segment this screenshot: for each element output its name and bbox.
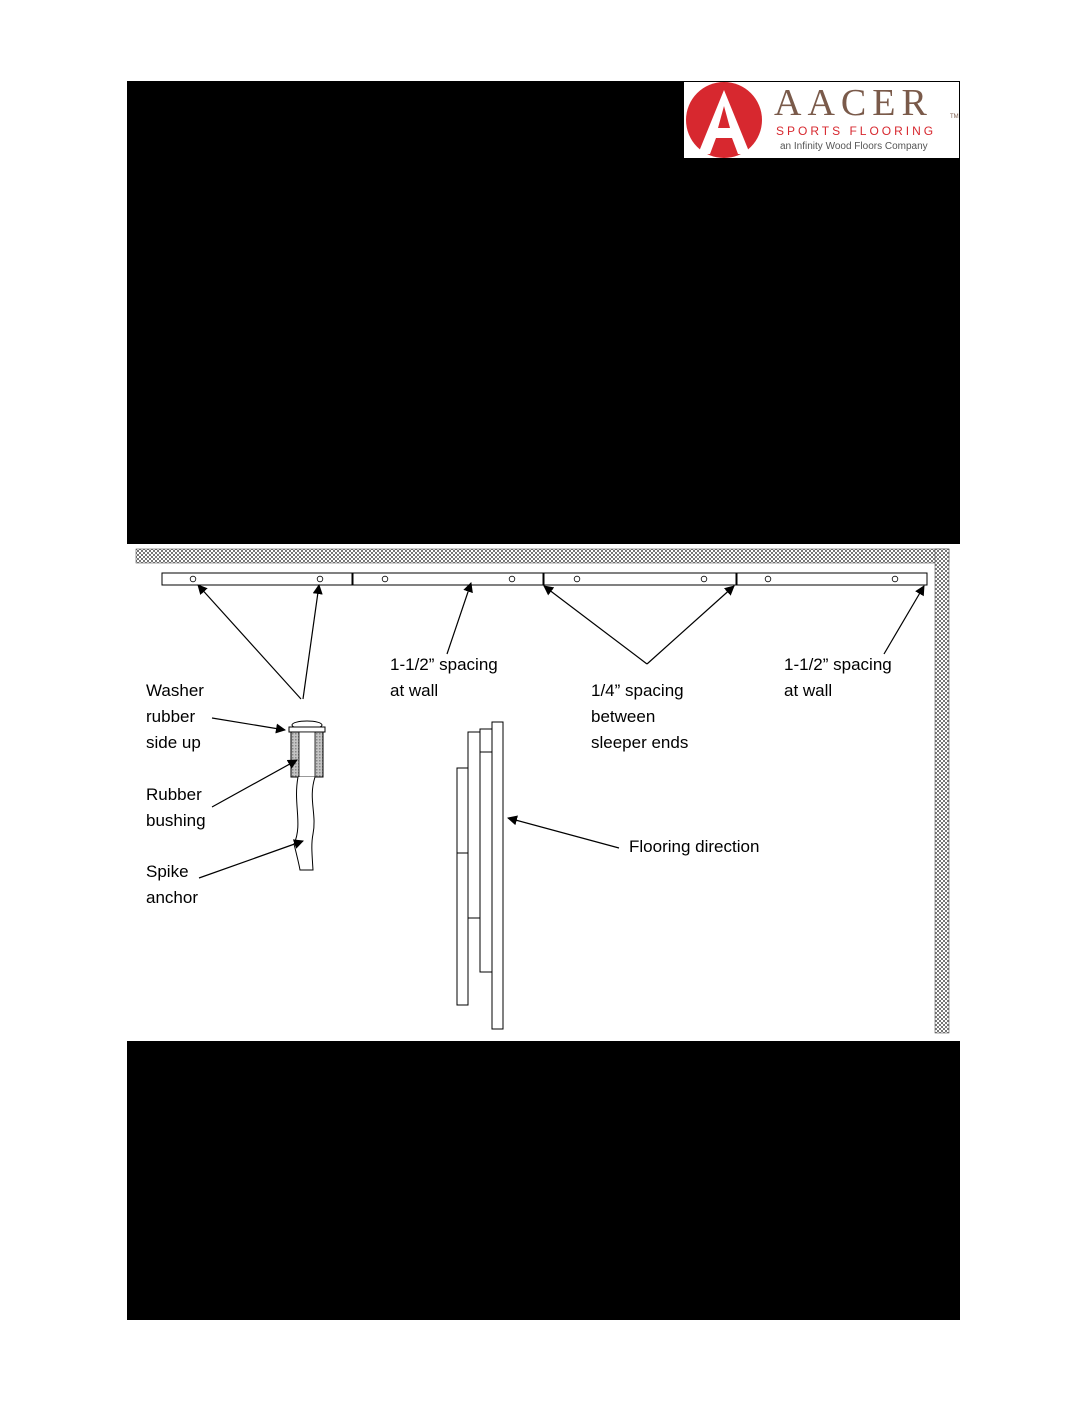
sleeper-layout-diagram: [127, 544, 960, 1041]
anchor-hole: [892, 576, 898, 582]
aacer-a-logo-icon: [684, 82, 959, 158]
arrow-washer: [212, 718, 285, 730]
arrow-spacing-ends-left: [544, 586, 647, 664]
anchor-hole: [317, 576, 323, 582]
sleeper-row: [162, 573, 927, 585]
arrow-bushing: [212, 760, 297, 807]
logo-brand-text: AACER: [774, 82, 933, 124]
arrow-to-left-hole: [198, 585, 301, 699]
anchor-hole: [765, 576, 771, 582]
anchor-hole: [509, 576, 515, 582]
anchor-hole: [574, 576, 580, 582]
flooring-boards: [457, 722, 503, 1029]
label-spacing-wall-right: 1-1/2” spacing at wall: [784, 655, 892, 700]
label-spike-anchor: Spike anchor: [146, 862, 198, 907]
right-wall: [935, 549, 949, 1033]
label-spacing-sleeper-ends: 1/4” spacing between sleeper ends: [591, 681, 689, 752]
bottom-redacted-block: [127, 1041, 960, 1320]
top-wall: [136, 549, 949, 563]
arrow-spacing-ends-right: [647, 586, 734, 664]
logo-trademark: TM: [950, 114, 959, 120]
arrow-flooring-direction: [508, 818, 619, 848]
floor-board: [468, 732, 480, 918]
arrow-spacing-wall-right: [884, 586, 924, 654]
logo-subline: an Infinity Wood Floors Company: [780, 141, 928, 152]
aacer-logo: [684, 82, 959, 158]
floor-board: [480, 729, 492, 972]
label-washer: Washer rubber side up: [146, 681, 204, 752]
label-spacing-wall-left: 1-1/2” spacing at wall: [390, 655, 498, 700]
label-flooring-direction: Flooring direction: [629, 837, 760, 856]
arrow-spike: [199, 841, 303, 878]
anchor-hole: [382, 576, 388, 582]
washer-plate: [289, 727, 325, 732]
logo-tagline: SPORTS FLOORING: [776, 124, 937, 138]
arrow-to-right-hole: [303, 585, 319, 699]
anchor-assembly: [289, 721, 325, 870]
spike-anchor: [294, 777, 315, 870]
floor-board: [457, 768, 468, 1005]
anchor-hole: [701, 576, 707, 582]
sleeper-3: [544, 573, 736, 585]
arrow-spacing-wall-left: [447, 583, 471, 654]
anchor-hole: [190, 576, 196, 582]
bushing-core: [299, 732, 315, 777]
label-rubber-bushing: Rubber bushing: [146, 785, 206, 830]
floor-board: [492, 722, 503, 1029]
